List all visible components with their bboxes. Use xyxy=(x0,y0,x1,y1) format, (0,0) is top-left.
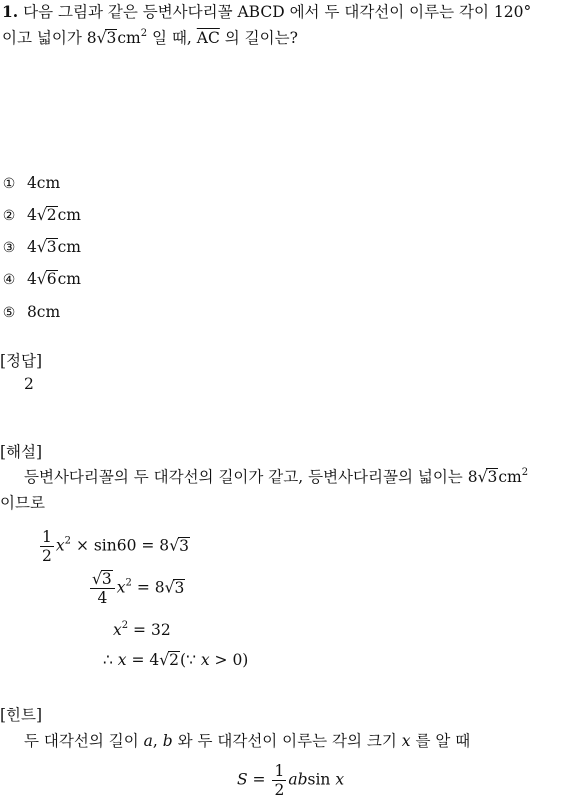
solution-line-1: 등변사다리꼴의 두 대각선의 길이가 같고, 등변사다리꼴의 넓이는 $8√3cm^2$ xyxy=(24,467,529,486)
choice-3[interactable]: ③ 4√3cm xyxy=(0,238,81,256)
fraction: $\frac{√3}{4}$ xyxy=(90,570,115,607)
choice-marker: ② xyxy=(2,208,16,224)
problem-text-1: 다음 그림과 같은 등변사다리꼴 ABCD 에서 두 대각선이 이루는 각이 120° xyxy=(23,3,532,21)
answer-header: [정답] xyxy=(0,352,43,370)
solution-line-2: 이므로 xyxy=(0,494,45,512)
choice-2[interactable]: ② 4√2cm xyxy=(0,206,81,224)
solution-header: [해설] xyxy=(0,443,43,461)
choice-5[interactable]: ⑤ 8cm xyxy=(0,303,60,321)
choice-marker: ⑤ xyxy=(2,305,16,321)
equation-1: $\frac{1}{2}$ $x^2 \times \sin 60 = 8√3$ xyxy=(42,528,189,565)
equation-4: ∴ x = 4√2(∵ x > 0) xyxy=(103,651,249,669)
hint-header: [힌트] xyxy=(0,706,43,724)
problem-line-1 xyxy=(2,2,531,22)
equation-2: $\frac{√3}{4}$ $x^2 = 8√3$ xyxy=(92,570,185,607)
choice-4[interactable]: ④ 4√6cm xyxy=(0,270,81,288)
fraction: $\frac{1}{2}$ xyxy=(42,528,52,565)
fraction: $\frac{1}{2}$ xyxy=(274,762,285,799)
choice-1[interactable]: ① 4cm xyxy=(0,174,60,192)
hint-line: 두 대각선의 길이 a, b 와 두 대각선이 이루는 각의 크기 x 를 알 때 xyxy=(24,732,471,750)
segment-ac: $\overline{AC}$ xyxy=(196,29,220,47)
choice-marker: ④ xyxy=(2,272,16,288)
choice-marker: ① xyxy=(2,176,16,192)
answer-value: 2 xyxy=(24,375,34,393)
equation-3: $x^2 = 32$ xyxy=(113,620,171,639)
problem-number: 1. xyxy=(2,2,19,21)
problem-line-2: 이고 넓이가 $8√3cm^2$ 일 때, $\overline{AC}$ 의 길이는? xyxy=(2,28,298,47)
hint-formula: S = $\frac{1}{2}$ absin x xyxy=(237,762,345,799)
choice-marker: ③ xyxy=(2,240,16,256)
